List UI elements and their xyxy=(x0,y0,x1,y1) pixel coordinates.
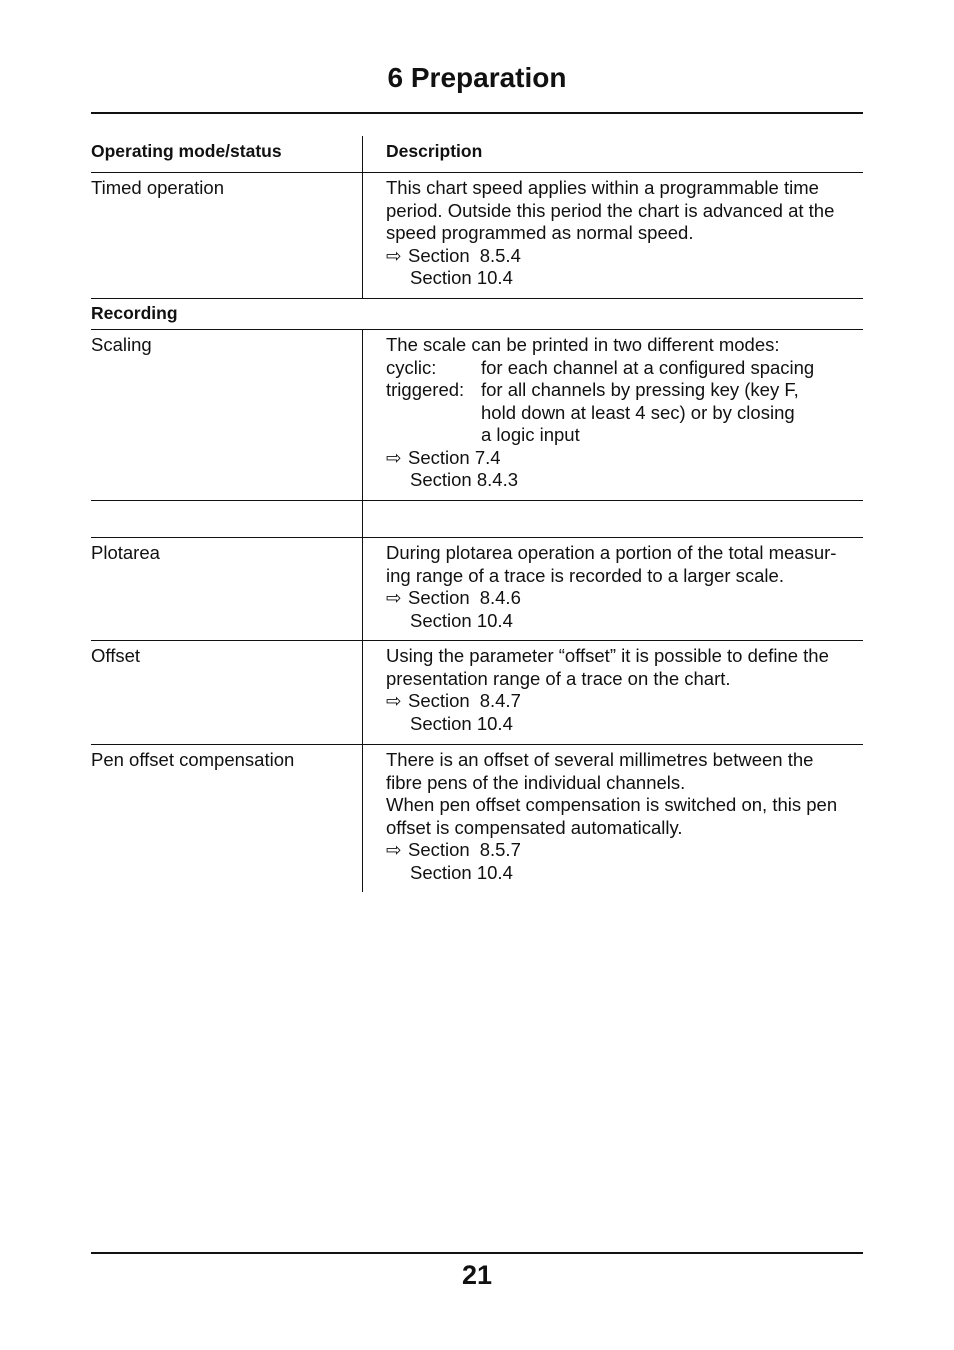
triggered-text: hold down at least 4 sec) or by closing xyxy=(481,401,795,423)
section-text: Section 8.4.3 xyxy=(410,469,518,490)
right-arrow-icon: ⇨ xyxy=(386,446,402,468)
mode-cell: Pen offset compensation xyxy=(91,745,363,892)
description-line: This chart speed applies within a programmable time xyxy=(386,177,819,198)
section-reference xyxy=(386,469,863,492)
section-text: Section 10.4 xyxy=(410,267,513,288)
section-reference xyxy=(386,690,863,713)
description-line: Using the parameter “offset” it is possible to define the xyxy=(386,645,829,666)
mode-cell: Plotarea xyxy=(91,538,363,640)
mode-cell: Scaling xyxy=(91,330,363,500)
description-line: The scale can be printed in two different modes: xyxy=(386,334,780,355)
section-word: Section xyxy=(408,587,470,608)
description-line: speed programmed as normal speed. xyxy=(386,222,694,243)
triggered-label: triggered: xyxy=(386,379,465,400)
header-description: Description xyxy=(386,141,483,161)
table-row-pen-offset-compensation xyxy=(91,745,863,892)
mode-cell: Timed operation xyxy=(91,173,363,298)
section-reference xyxy=(386,713,863,736)
table-row-empty xyxy=(91,501,863,538)
section-reference xyxy=(386,267,863,290)
table-row-timed-operation xyxy=(91,173,863,299)
description-line: ing range of a trace is recorded to a larger scale. xyxy=(386,564,784,586)
description-cell xyxy=(363,173,863,298)
right-arrow-icon: ⇨ xyxy=(386,587,402,608)
description-line: During plotarea operation a portion of the total measur- xyxy=(386,542,837,563)
triggered-mode-line xyxy=(386,424,863,447)
description-line: offset is compensated automatically. xyxy=(386,816,683,838)
description-line: There is an offset of several millimetres between the xyxy=(386,749,814,770)
mode-cell xyxy=(91,501,363,537)
cyclic-label: cyclic: xyxy=(386,356,437,378)
page-number: 21 xyxy=(461,1260,493,1290)
section-reference xyxy=(386,839,863,862)
description-line: period. Outside this period the chart is advanced at the xyxy=(386,199,835,221)
triggered-mode-line xyxy=(386,379,863,402)
right-arrow-icon: ⇨ xyxy=(386,244,402,266)
section-word: Section xyxy=(408,244,470,266)
cyclic-mode-line xyxy=(386,357,863,380)
description-line: fibre pens of the individual channels. xyxy=(386,771,686,793)
section-text: Section 10.4 xyxy=(410,861,513,883)
section-text: Section 10.4 xyxy=(410,609,513,631)
section-number: 8.5.7 xyxy=(479,839,521,860)
table-row-scaling xyxy=(91,330,863,501)
section-reference xyxy=(386,245,863,268)
section-reference xyxy=(386,610,863,633)
section-text: Section 7.4 xyxy=(408,446,501,468)
table-row-offset xyxy=(91,641,863,745)
operating-mode-table xyxy=(91,136,863,892)
cyclic-text: for each channel at a configured spacing xyxy=(481,356,815,378)
description-cell xyxy=(363,501,863,537)
section-reference xyxy=(386,447,863,470)
description-cell xyxy=(363,641,863,744)
table-header-row xyxy=(91,136,863,173)
section-number: 8.4.6 xyxy=(479,587,521,608)
description-line: presentation range of a trace on the chart. xyxy=(386,667,731,689)
section-word: Section xyxy=(408,839,470,860)
right-arrow-icon: ⇨ xyxy=(386,690,402,711)
mode-cell: Offset xyxy=(91,641,363,744)
section-word: Section xyxy=(408,690,470,711)
page-title: 6 Preparation xyxy=(387,62,567,93)
description-cell xyxy=(363,330,863,500)
section-text: Section 10.4 xyxy=(410,712,513,734)
triggered-text: for all channels by pressing key (key F, xyxy=(481,379,799,400)
triggered-text: a logic input xyxy=(481,424,580,445)
bottom-rule xyxy=(91,1252,863,1254)
table-row-plotarea xyxy=(91,538,863,641)
section-reference xyxy=(386,862,863,885)
right-arrow-icon: ⇨ xyxy=(386,839,402,860)
description-cell xyxy=(363,538,863,640)
section-number: 8.5.4 xyxy=(479,244,521,266)
section-reference xyxy=(386,587,863,610)
description-cell xyxy=(363,745,863,892)
header-mode: Operating mode/status xyxy=(91,136,363,172)
section-heading-recording: Recording xyxy=(91,299,863,330)
top-rule xyxy=(91,112,863,114)
section-number: 8.4.7 xyxy=(479,690,521,711)
triggered-mode-line xyxy=(386,402,863,425)
description-line: When pen offset compensation is switched on, this pen xyxy=(386,794,838,815)
